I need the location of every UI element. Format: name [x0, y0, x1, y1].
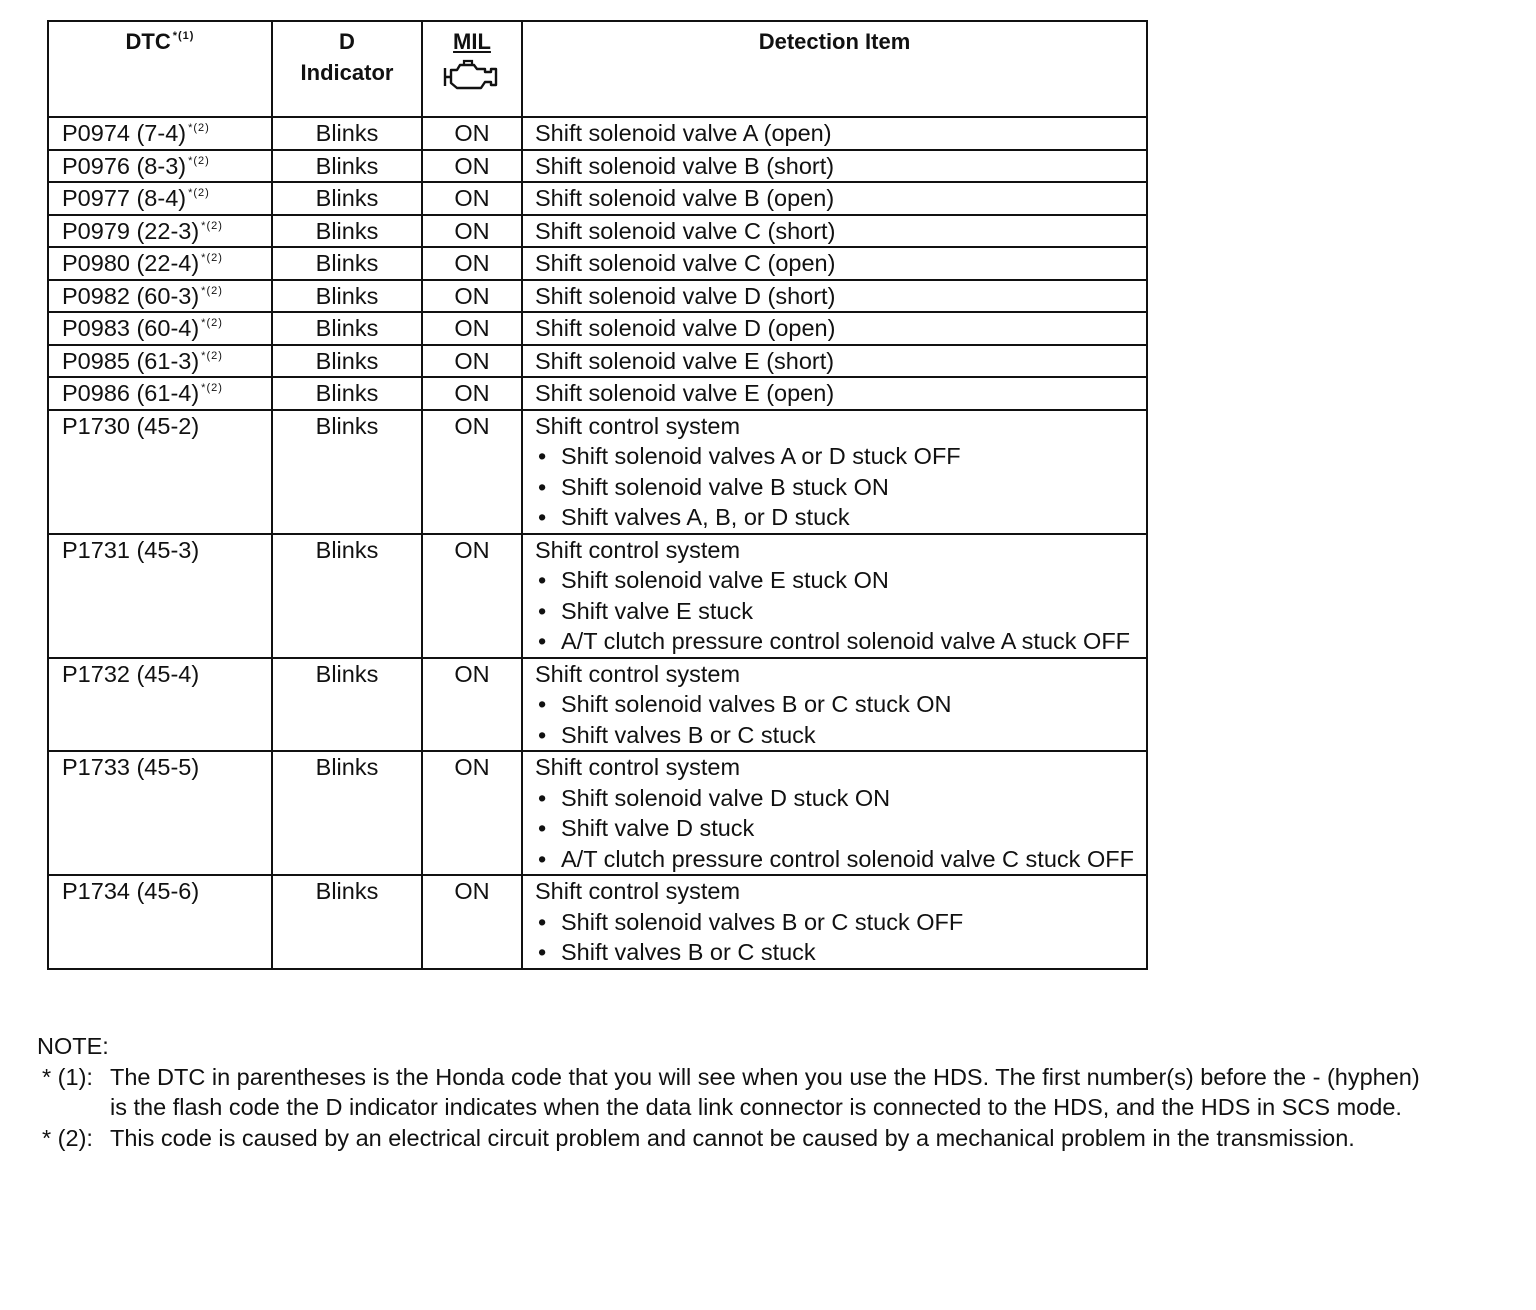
table-row: [48, 377, 1147, 410]
detection-item-bullet: • A/T clutch pressure control solenoid valve A stuck OFF: [535, 626, 1146, 657]
note-marker: * (1):: [42, 1063, 93, 1090]
d-indicator-cell: Blinks: [272, 117, 422, 150]
dtc-cell: [48, 247, 272, 280]
header-mil: [422, 21, 522, 117]
table-body: [48, 117, 1147, 969]
d-indicator-cell: Blinks: [272, 215, 422, 248]
note-text: This code is caused by an electrical circuit problem and cannot be caused by a mechanical problem in the transmission.: [110, 1124, 1355, 1151]
mil-cell: ON: [422, 345, 522, 378]
detection-item-title: Shift control system: [535, 536, 741, 563]
d-indicator-cell: Blinks: [272, 410, 422, 534]
detection-item-cell: [522, 312, 1147, 345]
dtc-cell: [48, 534, 272, 658]
dtc-cell: [48, 875, 272, 969]
dtc-cell: [48, 150, 272, 183]
dtc-code: P0986 (61-4): [62, 380, 200, 406]
dtc-code: P0982 (60-3): [62, 282, 200, 309]
dtc-code: P1730 (45-2): [62, 412, 200, 439]
d-indicator-cell: Blinks: [272, 150, 422, 183]
detection-item-cell: [522, 182, 1147, 215]
d-indicator-cell: Blinks: [272, 247, 422, 280]
dtc-footnote-ref: *(2): [201, 317, 223, 329]
dtc-footnote-ref: *(2): [201, 219, 223, 232]
dtc-footnote-ref: *(2): [201, 382, 223, 394]
mil-cell: ON: [422, 215, 522, 248]
d-indicator-cell: Blinks: [272, 658, 422, 752]
detection-item-bullet: • Shift solenoid valve D stuck ON: [535, 783, 1146, 814]
note-item: [37, 1123, 1437, 1154]
note-item: [37, 1062, 1437, 1123]
detection-item-title: Shift control system: [535, 660, 741, 687]
table-row: [48, 875, 1147, 969]
detection-item-bullets: [535, 441, 1146, 533]
mil-cell: ON: [422, 875, 522, 969]
d-indicator-cell: Blinks: [272, 182, 422, 215]
dtc-code: P1731 (45-3): [62, 536, 200, 563]
header-dtc-footnote-ref: *(1): [172, 30, 195, 42]
dtc-cell: [48, 280, 272, 313]
dtc-cell: [48, 117, 272, 150]
detection-item-bullet: • Shift solenoid valve B stuck ON: [535, 472, 1146, 503]
table-row: [48, 215, 1147, 248]
mil-cell: ON: [422, 247, 522, 280]
table-row: [48, 751, 1147, 875]
table-row: [48, 280, 1147, 313]
detection-item-cell: [522, 280, 1147, 313]
detection-item-title: Shift solenoid valve B (open): [535, 185, 835, 211]
dtc-code: P0974 (7-4): [62, 120, 187, 146]
dtc-footnote-ref: *(2): [188, 187, 210, 199]
d-indicator-cell: Blinks: [272, 280, 422, 313]
table-row: [48, 117, 1147, 150]
detection-item-bullets: [535, 907, 1146, 968]
detection-item-title: Shift control system: [535, 878, 741, 904]
dtc-code: P0979 (22-3): [62, 217, 200, 244]
table-row: [48, 345, 1147, 378]
dtc-cell: [48, 215, 272, 248]
detection-item-title: Shift solenoid valve E (open): [535, 380, 835, 406]
detection-item-bullet: • Shift valve D stuck: [535, 813, 1146, 844]
detection-item-bullet: • Shift valves B or C stuck: [535, 937, 1146, 968]
dtc-cell: [48, 312, 272, 345]
dtc-footnote-ref: *(2): [188, 122, 210, 134]
mil-cell: ON: [422, 280, 522, 313]
table-row: [48, 410, 1147, 534]
d-indicator-cell: Blinks: [272, 345, 422, 378]
d-indicator-cell: Blinks: [272, 377, 422, 410]
detection-item-bullet: • Shift solenoid valves B or C stuck OFF: [535, 907, 1146, 938]
dtc-code: P1732 (45-4): [62, 660, 200, 687]
dtc-footnote-ref: *(2): [201, 284, 223, 297]
dtc-footnote-ref: *(2): [188, 154, 210, 167]
notes-section: [37, 1031, 1437, 1153]
check-engine-icon: [441, 59, 503, 93]
dtc-cell: [48, 345, 272, 378]
detection-item-title: Shift solenoid valve C (open): [535, 250, 836, 276]
table-row: [48, 182, 1147, 215]
table-row: [48, 534, 1147, 658]
detection-item-cell: [522, 150, 1147, 183]
dtc-cell: [48, 658, 272, 752]
dtc-table: [47, 20, 1148, 970]
d-indicator-cell: Blinks: [272, 875, 422, 969]
table-row: [48, 247, 1147, 280]
detection-item-cell: [522, 751, 1147, 875]
detection-item-title: Shift solenoid valve D (short): [535, 282, 836, 309]
d-indicator-cell: Blinks: [272, 751, 422, 875]
table-header-row: [48, 21, 1147, 117]
detection-item-bullet: • Shift valves B or C stuck: [535, 720, 1146, 751]
detection-item-cell: [522, 215, 1147, 248]
detection-item-bullets: [535, 783, 1146, 875]
header-d-indicator: [272, 21, 422, 117]
dtc-code: P1733 (45-5): [62, 754, 200, 780]
header-d-label: D: [339, 29, 355, 54]
detection-item-cell: [522, 875, 1147, 969]
detection-item-cell: [522, 534, 1147, 658]
mil-cell: ON: [422, 377, 522, 410]
dtc-cell: [48, 410, 272, 534]
dtc-cell: [48, 182, 272, 215]
dtc-cell: [48, 377, 272, 410]
detection-item-bullet: • A/T clutch pressure control solenoid valve C stuck OFF: [535, 844, 1146, 875]
notes-heading: NOTE:: [37, 1033, 109, 1059]
dtc-code: P1734 (45-6): [62, 878, 200, 904]
detection-item-title: Shift control system: [535, 412, 741, 439]
header-dtc-label: DTC: [125, 29, 171, 54]
detection-item-cell: [522, 247, 1147, 280]
table-row: [48, 150, 1147, 183]
mil-cell: ON: [422, 410, 522, 534]
detection-item-cell: [522, 658, 1147, 752]
detection-item-bullet: • Shift solenoid valves A or D stuck OFF: [535, 441, 1146, 472]
header-mil-label: MIL: [453, 29, 491, 54]
detection-item-bullet: • Shift valves A, B, or D stuck: [535, 502, 1146, 533]
dtc-code: P0983 (60-4): [62, 315, 200, 341]
mil-cell: ON: [422, 312, 522, 345]
detection-item-bullet: • Shift solenoid valves B or C stuck ON: [535, 689, 1146, 720]
dtc-code: P0980 (22-4): [62, 250, 200, 276]
dtc-footnote-ref: *(2): [201, 349, 223, 362]
detection-item-cell: [522, 117, 1147, 150]
detection-item-cell: [522, 377, 1147, 410]
detection-item-title: Shift solenoid valve A (open): [535, 120, 832, 146]
d-indicator-cell: Blinks: [272, 534, 422, 658]
dtc-cell: [48, 751, 272, 875]
detection-item-title: Shift solenoid valve D (open): [535, 315, 836, 341]
mil-cell: ON: [422, 534, 522, 658]
note-marker: * (2):: [42, 1124, 93, 1151]
d-indicator-cell: Blinks: [272, 312, 422, 345]
dtc-code: P0977 (8-4): [62, 185, 187, 211]
mil-cell: ON: [422, 751, 522, 875]
header-dtc: [48, 21, 272, 117]
dtc-code: P0976 (8-3): [62, 152, 187, 179]
header-detection-item: [522, 21, 1147, 117]
detection-item-title: Shift control system: [535, 754, 741, 780]
detection-item-bullet: • Shift valve E stuck: [535, 596, 1146, 627]
mil-cell: ON: [422, 117, 522, 150]
detection-item-bullets: [535, 689, 1146, 750]
header-detection-item-label: Detection Item: [758, 29, 911, 54]
mil-cell: ON: [422, 658, 522, 752]
detection-item-cell: [522, 410, 1147, 534]
detection-item-title: Shift solenoid valve B (short): [535, 152, 835, 179]
table-row: [48, 658, 1147, 752]
detection-item-title: Shift solenoid valve E (short): [535, 347, 835, 374]
detection-item-cell: [522, 345, 1147, 378]
detection-item-title: Shift solenoid valve C (short): [535, 217, 836, 244]
dtc-footnote-ref: *(2): [201, 252, 223, 264]
dtc-code: P0985 (61-3): [62, 347, 200, 374]
detection-item-bullet: • Shift solenoid valve E stuck ON: [535, 565, 1146, 596]
table-row: [48, 312, 1147, 345]
note-text: The DTC in parentheses is the Honda code that you will see when you use the HDS. The first number(s) before the - (hyphen) is the flash code the D indicator indicates when the data link connector is connected to the HDS, and the HDS in SCS mode.: [110, 1063, 1420, 1120]
mil-cell: ON: [422, 182, 522, 215]
detection-item-bullets: [535, 565, 1146, 657]
header-indicator-label: Indicator: [300, 60, 394, 85]
mil-cell: ON: [422, 150, 522, 183]
